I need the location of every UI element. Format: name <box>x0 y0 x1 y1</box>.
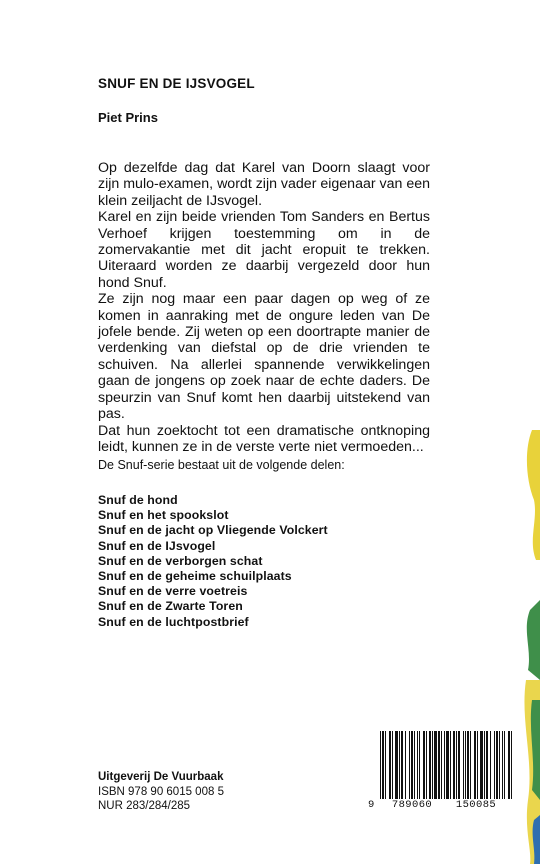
book-author: Piet Prins <box>98 110 158 125</box>
barcode-bars-icon <box>380 731 516 801</box>
series-title: Snuf en de verborgen schat <box>98 553 263 568</box>
blurb-paragraph: Ze zijn nog maar een paar dagen op weg of ze komen in aanraking met de ongure leden van De jofele bende. Zij weten op een doortrapte manier de verdenking van diefstal op de drie vrienden te schuiven. Na allerlei spannende verwikkelingen gaan de jongens op zoek naar de echte daders. De speurzin van Snuf komt hen daarbij uitstekend van pas. <box>98 291 430 423</box>
series-title: Snuf en de Zwarte Toren <box>98 599 243 614</box>
series-title: Snuf en de luchtpostbrief <box>98 614 249 629</box>
publisher-name: Uitgeverij De Vuurbaak <box>98 771 224 783</box>
isbn: ISBN 978 90 6015 008 5 <box>98 785 224 798</box>
series-title: Snuf en het spookslot <box>98 508 229 523</box>
barcode-right-digits: 150085 <box>455 799 497 811</box>
cover-edge-illustration-icon <box>518 0 540 864</box>
blurb-paragraph: Op dezelfde dag dat Karel van Doorn slaagt voor zijn mulo-examen, wordt zijn vader eigenaar van een klein zeiljacht de IJsvogel. <box>98 160 431 209</box>
series-title: Snuf en de verre voetreis <box>98 584 248 599</box>
blurb-paragraph: Dat hun zoektocht tot een dramatische ontknoping leidt, kunnen ze in de verste verte niet vermoeden... <box>98 422 430 455</box>
book-title: SNUF EN DE IJSVOGEL <box>98 76 255 91</box>
series-title: Snuf en de geheime schuilplaats <box>98 569 292 584</box>
barcode-left-digits: 789060 <box>391 799 433 811</box>
series-list <box>98 493 328 630</box>
publisher-info <box>98 770 224 814</box>
barcode-digits <box>368 799 518 811</box>
barcode-lead-digit: 9 <box>368 799 375 811</box>
series-intro: De Snuf-serie bestaat uit de volgende delen: <box>98 458 345 472</box>
blurb <box>98 160 430 455</box>
blurb-paragraph: Karel en zijn beide vrienden Tom Sanders en Bertus Verhoef krijgen toestemming om in de zomervakantie met dit jacht eropuit te trekken. Uiteraard worden ze daarbij vergezeld door hun hond Snuf. <box>98 209 430 291</box>
nur-code: NUR 283/284/285 <box>98 800 191 813</box>
series-title: Snuf en de jacht op Vliegende Volckert <box>98 523 328 538</box>
series-title: Snuf de hond <box>98 493 178 507</box>
barcode <box>368 727 518 820</box>
series-title: Snuf en de IJsvogel <box>98 538 216 553</box>
